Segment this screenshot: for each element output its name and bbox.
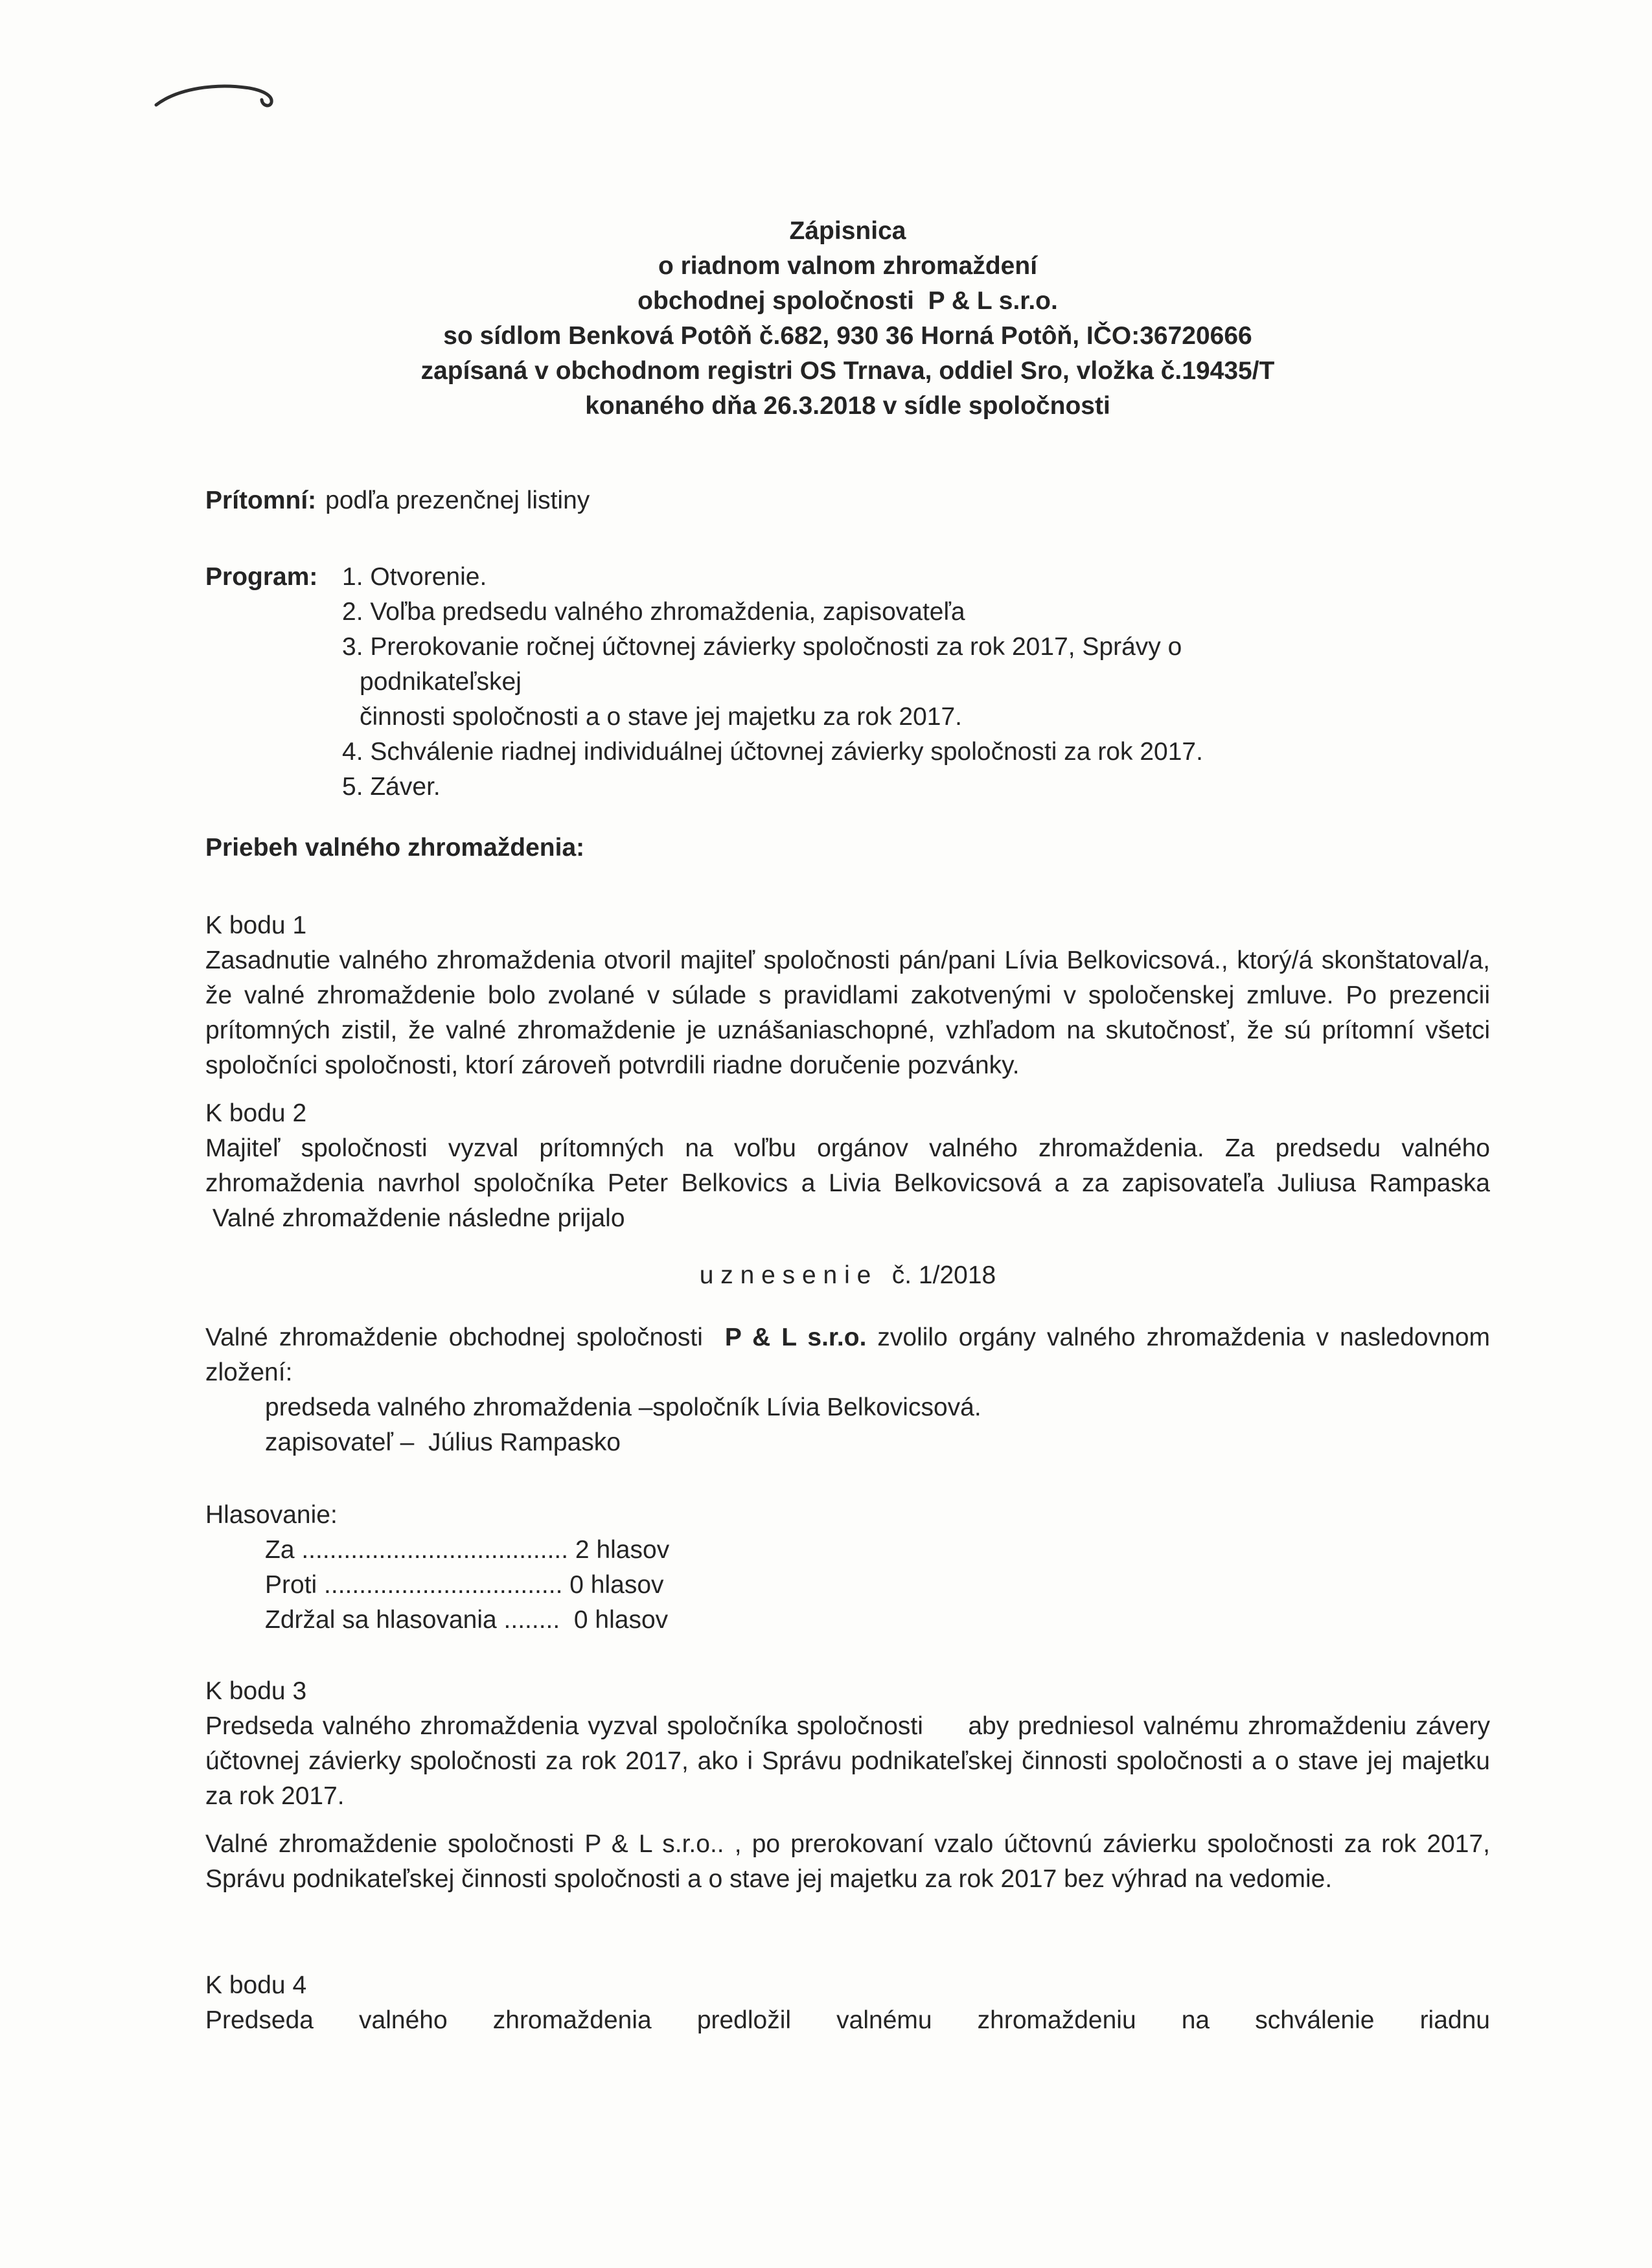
voting-label: Hlasovanie: — [205, 1501, 338, 1529]
title-line-4: so sídlom Benková Potôň č.682, 930 36 Horná Potôň, IČO:36720666 — [443, 322, 1252, 350]
point-2-section — [205, 1096, 1490, 1236]
point-3-heading: K bodu 3 — [205, 1677, 307, 1705]
title-line-5: zapísaná v obchodnom registri OS Trnava, oddiel Sro, vložka č.19435/T — [420, 357, 1275, 385]
voting-row-abstained: Zdržal sa hlasovania ........ 0 hlasov — [265, 1606, 669, 1634]
point-2-heading: K bodu 2 — [205, 1099, 307, 1127]
program-label: Program: — [205, 563, 318, 591]
program-item-3-cont-2: činnosti spoločnosti a o stave jej majetku za rok 2017. — [360, 703, 963, 731]
point-3-body-1: Predseda valného zhromaždenia vyzval spoločníka spoločnosti aby predniesol valnému zhromaždeniu závery účtovnej závierky spoločnosti za rok 2017, ako i Správu podnikateľskej činnosti spoločnosti a o stave jej majetku za rok 2017. — [205, 1712, 1490, 1810]
program-item-2: 2. Voľba predsedu valného zhromaždenia, zapisovateľa — [342, 598, 965, 626]
point-4-body: Predseda valného zhromaždenia predložil valnému zhromaždeniu na schválenie riadnu — [205, 2006, 1490, 2034]
title-line-1: Zápisnica — [789, 217, 906, 245]
attendance-label: Prítomní: — [205, 487, 317, 514]
point-1-body: Zasadnutie valného zhromaždenia otvoril majiteľ spoločnosti pán/pani Lívia Belkovicsová., ktorý/á skonštatoval/a, že valné zhromaždenie bolo zvolané v súlade s pravidlami zakotvenými v spoločenskej zmluve. Po prezencii prítomných zistil, že valné zhromaždenie je uznášaniaschopné, vzhľadom na skutočnosť, že sú prítomní všetci spoločníci spoločnosti, ktorí zároveň potvrdili riadne doručenie pozvánky. — [205, 946, 1490, 1079]
proceedings-heading: Priebeh valného zhromaždenia: — [205, 834, 585, 862]
voting-row-for: Za ...................................... 2 hlasov — [265, 1536, 670, 1564]
document-content — [205, 214, 1490, 2038]
attendance-value: podľa prezenčnej listiny — [325, 487, 590, 514]
voting-row-against: Proti .................................. 0 hlasov — [265, 1571, 664, 1599]
voting-section — [205, 1498, 1490, 1638]
resolution-company-name: P & L s.r.o. — [724, 1323, 867, 1351]
program-item-3: 3. Prerokovanie ročnej účtovnej závierky spoločnosti za rok 2017, Správy o — [342, 633, 1182, 661]
resolution-intro-after: zvolilo orgány valného zhromaždenia v nasledovnom zložení: — [205, 1323, 1490, 1386]
title-line-6: konaného dňa 26.3.2018 v sídle spoločnosti — [585, 392, 1110, 420]
program-section — [205, 560, 1490, 805]
point-4-heading: K bodu 4 — [205, 1971, 307, 1999]
point-2-body: Majiteľ spoločnosti vyzval prítomných na voľbu orgánov valného zhromaždenia. Za predsedu valného zhromaždenia navrhol spoločníka Peter Belkovics a Livia Belkovicsová a za zapisovateľa Juliusa Rampaska Valné zhromaždenie následne prijalo — [205, 1134, 1490, 1232]
program-item-4: 4. Schválenie riadnej individuálnej účtovnej závierky spoločnosti za rok 2017. — [342, 738, 1203, 766]
program-items — [342, 560, 1490, 805]
role-chairman: predseda valného zhromaždenia –spoločník Lívia Belkovicsová. — [265, 1393, 981, 1421]
attendance-line — [205, 483, 1490, 518]
title-line-2: o riadnom valnom zhromaždení — [658, 252, 1038, 280]
scan-artifact-mark — [152, 76, 282, 122]
program-item-5: 5. Záver. — [342, 773, 441, 801]
point-4-section — [205, 1968, 1490, 2038]
resolution-intro — [205, 1320, 1490, 1390]
resolution-heading: u z n e s e n i e č. 1/2018 — [699, 1261, 996, 1289]
title-line-3: obchodnej spoločnosti P & L s.r.o. — [637, 287, 1058, 315]
point-3-section — [205, 1674, 1490, 1897]
point-1-heading: K bodu 1 — [205, 911, 307, 939]
program-item-3-cont-1: podnikateľskej — [360, 668, 522, 696]
resolution-roles — [265, 1390, 1490, 1460]
program-item-1: 1. Otvorenie. — [342, 563, 487, 591]
point-1-section — [205, 908, 1490, 1083]
document-title — [205, 214, 1490, 424]
point-3-body-2: Valné zhromaždenie spoločnosti P & L s.r.o.. , po prerokovaní vzalo účtovnú závierku spoločnosti za rok 2017, Správu podnikateľskej činnosti spoločnosti a o stave jej majetku za rok 2017 bez výhrad na vedomie. — [205, 1830, 1490, 1893]
resolution-intro-before: Valné zhromaždenie obchodnej spoločnosti — [205, 1323, 725, 1351]
role-recorder: zapisovateľ – Július Rampasko — [265, 1428, 621, 1456]
